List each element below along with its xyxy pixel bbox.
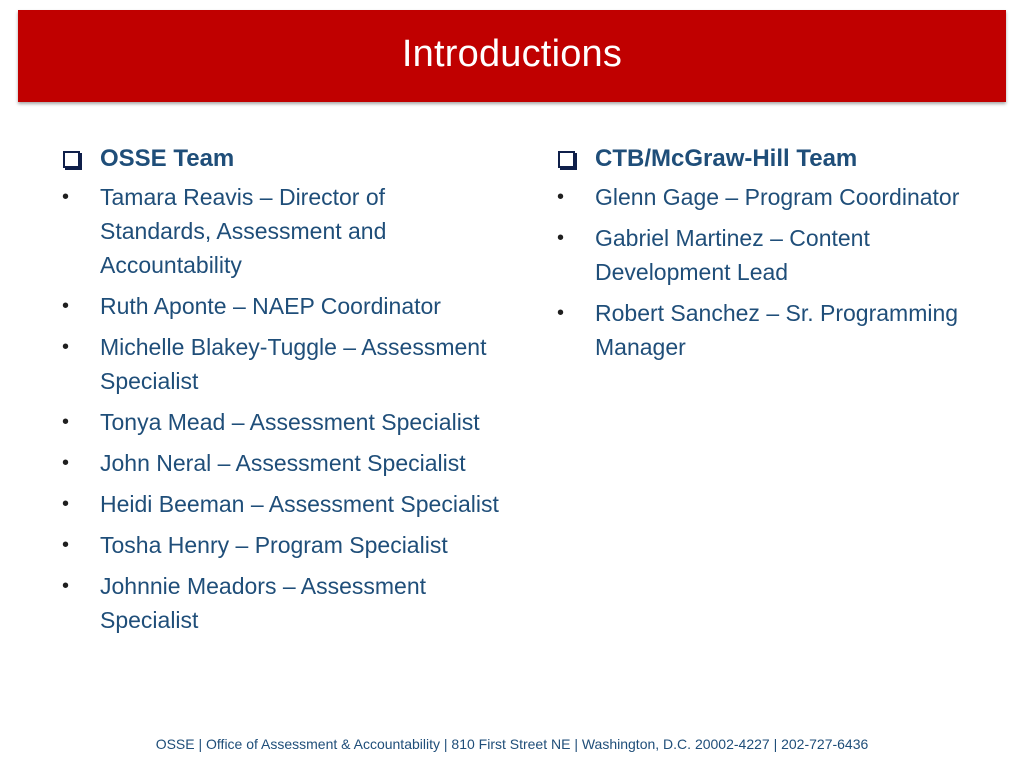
- list-item-text: Michelle Blakey-Tuggle – Assessment Specialist: [100, 334, 487, 394]
- checkbox-bullet-icon: [558, 151, 575, 168]
- footer-contact-info: OSSE | Office of Assessment & Accountability | 810 First Street NE | Washington, D.C. 20002-4227 | 202-727-6436: [155, 736, 869, 752]
- osse-team-heading: [62, 140, 502, 178]
- bullet-icon: •: [62, 493, 70, 515]
- list-item: [62, 446, 502, 480]
- list-item: [62, 289, 502, 323]
- bullet-icon: •: [62, 534, 70, 556]
- list-item: [62, 180, 502, 282]
- ctb-team-list: [557, 180, 977, 364]
- list-item-text: Tosha Henry – Program Specialist: [100, 532, 448, 558]
- list-item-text: Robert Sanchez – Sr. Programming Manager: [595, 300, 959, 360]
- bullet-icon: •: [557, 302, 565, 324]
- bullet-icon: •: [62, 411, 70, 433]
- osse-team-heading-label: OSSE Team: [100, 145, 235, 172]
- list-item-text: Heidi Beeman – Assessment Specialist: [100, 491, 499, 517]
- slide-title: Introductions: [401, 32, 623, 75]
- checkbox-bullet-icon: [63, 151, 80, 168]
- bullet-icon: •: [557, 186, 565, 208]
- list-item-text: Gabriel Martinez – Content Development Lead: [595, 225, 870, 285]
- list-item: [557, 180, 977, 214]
- bullet-icon: •: [62, 186, 70, 208]
- bullet-icon: •: [62, 452, 70, 474]
- bullet-icon: •: [557, 227, 565, 249]
- ctb-team-heading-label: CTB/McGraw-Hill Team: [595, 145, 858, 172]
- list-item: [62, 405, 502, 439]
- osse-team-column: [62, 140, 502, 644]
- list-item-text: Johnnie Meadors – Assessment Specialist: [100, 573, 427, 633]
- list-item: [557, 221, 977, 289]
- title-bar: [18, 10, 1006, 102]
- ctb-team-column: [557, 140, 977, 371]
- list-item: [62, 487, 502, 521]
- list-item: [557, 296, 977, 364]
- list-item-text: Tamara Reavis – Director of Standards, Assessment and Accountability: [100, 184, 387, 278]
- bullet-icon: •: [62, 336, 70, 358]
- list-item: [62, 569, 502, 637]
- list-item: [62, 330, 502, 398]
- list-item-text: Tonya Mead – Assessment Specialist: [100, 409, 480, 435]
- ctb-team-heading: [557, 140, 977, 178]
- list-item-text: John Neral – Assessment Specialist: [100, 450, 466, 476]
- list-item: [62, 528, 502, 562]
- list-item-text: Ruth Aponte – NAEP Coordinator: [100, 293, 441, 319]
- bullet-icon: •: [62, 575, 70, 597]
- osse-team-list: [62, 180, 502, 637]
- list-item-text: Glenn Gage – Program Coordinator: [595, 184, 960, 210]
- bullet-icon: •: [62, 295, 70, 317]
